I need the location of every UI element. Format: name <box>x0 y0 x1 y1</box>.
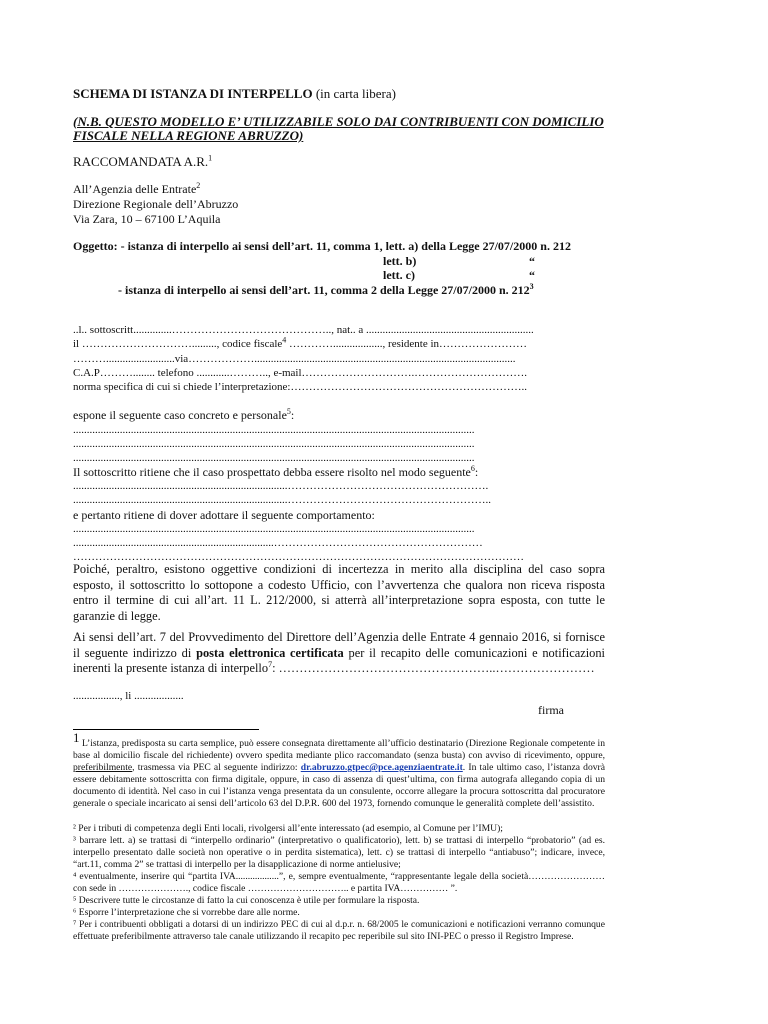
recipient-agency: All’Agenzia delle Entrate <box>73 182 197 196</box>
footnote-1-preferibilmente: preferibilmente <box>73 762 133 774</box>
paragrafo-pec <box>73 630 605 677</box>
paragrafo-pec-bold: posta elettronica certificata <box>196 645 344 660</box>
oggetto-line-4 <box>118 283 534 298</box>
footnote-ref-5: 5 <box>286 407 291 416</box>
footnote-6: ⁶ Esporre l’interpretazione che si vorrebbe dare alle norme. <box>73 907 300 918</box>
paragrafo-pec-post: per il recapito delle comunicazioni e notificazioni inerenti la presente istanza di interpello <box>73 645 605 675</box>
form-line-via: ……….........................via………………............................................................................................... <box>73 353 516 365</box>
footnote-1-text-a: L’istanza, predisposta su carta semplice, può essere consegnata direttamente all’ufficio destinatario (Direzione Regionale competente in base al domicilio fiscale del richiedente) ovvero spedita mediante plico raccomandato (senza busta) con avviso di ricevimento, oppure, <box>73 738 605 762</box>
comportamento-label: e pertanto ritiene di dover adottare il seguente comportamento: <box>73 508 375 522</box>
nb-notice-line-2: FISCALE NELLA REGIONE ABRUZZO) <box>73 128 304 143</box>
footnote-1-text-c: . In tale ultimo caso, l’istanza dovrà essere debitamente sottoscritta con firma digitale, oppure, in caso di assenza di quest’ultima, con firma autografa allegando copia di un documento di identità. Nel caso in cui l’istanza venga presentata da un consulente, occorre allegare la procura sottoscritta dal procuratore generale o speciale incaricato ai sensi dell’articolo 63 del D.P.R. 600 del 1973, fornendo comunque le generalità complete dell’assistito. <box>73 762 605 810</box>
footnote-7: ⁷ Per i contribuenti obbligati a dotarsi di un indirizzo PEC di cui al d.p.r. n. 68/2005 le comunicazioni e notificazioni verranno comunque effettuate preferibilmente attraverso tale canale utilizzando il recapito pec reperibile sul sito INI-PEC o presso il Registro Imprese. <box>73 919 605 942</box>
firma-label: firma <box>538 703 564 717</box>
caso-line: .................................................................................................................................................. <box>73 438 475 450</box>
paragrafo-pec-pre: Ai sensi dell’art. 7 del Provvedimento del Direttore dell’Agenzia delle Entrate 4 gennaio 2016, si fornisce il seguente indirizzo di <box>73 630 605 660</box>
nb-notice-line-1: (N.B. QUESTO MODELLO E’ UTILIZZABILE SOLO DAI CONTRIBUENTI CON DOMICILIO <box>73 114 604 129</box>
footnote-ref-7: 7 <box>268 659 273 669</box>
footnote-4: ⁴ eventualmente, inserire qui “partita IVA..................”, e, sempre eventualmente, “rappresentante legale della società…………………… con sede in …………………., codice fiscale ………………………….. e partita IVA…………… ”. <box>73 871 605 894</box>
comportamento-line: …………………………………………………………………………………………………………… <box>73 551 524 563</box>
oggetto-line-1: Oggetto: - istanza di interpello ai sensi dell’art. 11, comma 1, lett. a) della Legge 27/07/2000 n. 212 <box>73 239 571 253</box>
form-codice-fiscale-text: il …………………………........., codice fiscale <box>73 338 283 350</box>
caso-label-text: espone il seguente caso concreto e personale <box>73 408 287 422</box>
form-line-codice-fiscale <box>73 335 528 350</box>
footnote-3: ³ barrare lett. a) se trattasi di “interpello ordinario” (interpretativo o qualificatorio), lett. b) se trattasi di interpello “probatorio” (ad es. interpello presentato dalle società non operative o in perdita sistematica), lett. c) se trattasi di interpello “antiabuso”; indicare, invece, “art.11, comma 2” se trattasi di interpello per la disapplicazione di norme antielusive; <box>73 835 605 870</box>
oggetto-lett-c: lett. c) <box>383 268 415 282</box>
footnote-5: ⁵ Descrivere tutte le circostanze di fatto la cui conoscenza è utile per formulare la risposta. <box>73 895 420 906</box>
recipient-address: Via Zara, 10 – 67100 L’Aquila <box>73 212 221 226</box>
recipient-line-2: Direzione Regionale dell’Abruzzo <box>73 197 239 211</box>
soluzione-line: ..............................................................................……………………………………………….. <box>73 494 491 506</box>
footnote-1-number: 1 <box>73 730 80 745</box>
pec-address-link[interactable]: dr.abruzzo.gtpec@pce.agenziaentrate.it <box>300 762 463 774</box>
caso-label: espone il seguente caso concreto e personale$^5$: <box>73 407 295 422</box>
soluzione-label: Il sottoscritto ritiene che il caso prospettato debba essere risolto nel modo seguente$^6$: <box>73 464 479 479</box>
oggetto-ditto-b: “ <box>529 254 535 268</box>
footnote-ref-2: 2 <box>196 181 201 190</box>
form-line-norma: norma specifica di cui si chiede l’interpretazione:……………………………………………………….. <box>73 381 527 393</box>
comportamento-line: .........................................................................………………………………………………… <box>73 537 483 549</box>
raccomandata-line <box>73 154 212 170</box>
footnote-ref-4: 4 <box>282 335 287 345</box>
form-line-sottoscritto: ..l.. sottoscritt..............…………………………………….., nat.. a ............................................................. <box>73 324 534 336</box>
caso-line: .................................................................................................................................................. <box>73 424 475 436</box>
paragrafo-incertezza: Poiché, peraltro, esistono oggettive condizioni di incertezza in merito alla disciplina del caso sopra esposto, il sottoscritto lo sottopone a codesto Ufficio, con l’avvertenza che qualora non riceva risposta entro il termine di cui all’art. 11 L. 212/2000, si atterrà all’interpretazione sopra esposta, con tutte le garanzie di legge. <box>73 562 605 623</box>
footnote-ref-6: 6 <box>470 464 475 473</box>
title-text: SCHEMA DI ISTANZA DI INTERPELLO <box>73 86 313 101</box>
caso-line: .................................................................................................................................................. <box>73 452 475 464</box>
raccomandata-text: RACCOMANDATA A.R. <box>73 154 209 169</box>
comportamento-line: .................................................................................................................................................. <box>73 523 475 535</box>
oggetto-lett-b: lett. b) <box>383 254 417 268</box>
soluzione-label-text: Il sottoscritto ritiene che il caso prospettato debba essere risolto nel modo seguente <box>73 465 471 479</box>
document-title <box>73 86 396 102</box>
footnote-ref-3: 3 <box>529 282 534 291</box>
footnote-1-text-b: , trasmessa via PEC al seguente indirizzo: <box>132 762 301 774</box>
form-residente-text: ………….................., residente in…………………… <box>286 338 528 350</box>
footnote-2: ² Per i tributi di competenza degli Enti locali, rivolgersi all’ente interessato (ad esempio, al Comune per l’IMU); <box>73 823 503 834</box>
form-line-cap: C.A.P………........ telefono ............……….., e-mail………………………….…………………………. <box>73 367 528 379</box>
paragrafo-pec-tail: : ……………………………………………..…………………… <box>272 661 595 675</box>
title-note: (in carta libera) <box>315 86 396 101</box>
oggetto-line-4-text: - istanza di interpello ai sensi dell’art. 11, comma 2 della Legge 27/07/2000 n. 212 <box>118 283 530 297</box>
oggetto-ditto-c: “ <box>529 268 535 282</box>
luogo-data-line: ................., li .................. <box>73 690 184 702</box>
footnote-separator <box>73 729 259 730</box>
recipient-line-1 <box>73 182 200 197</box>
soluzione-line: ..............................................................................………………………………………………. <box>73 480 489 492</box>
footnote-1 <box>73 730 605 810</box>
footnote-ref-1: 1 <box>208 153 213 163</box>
